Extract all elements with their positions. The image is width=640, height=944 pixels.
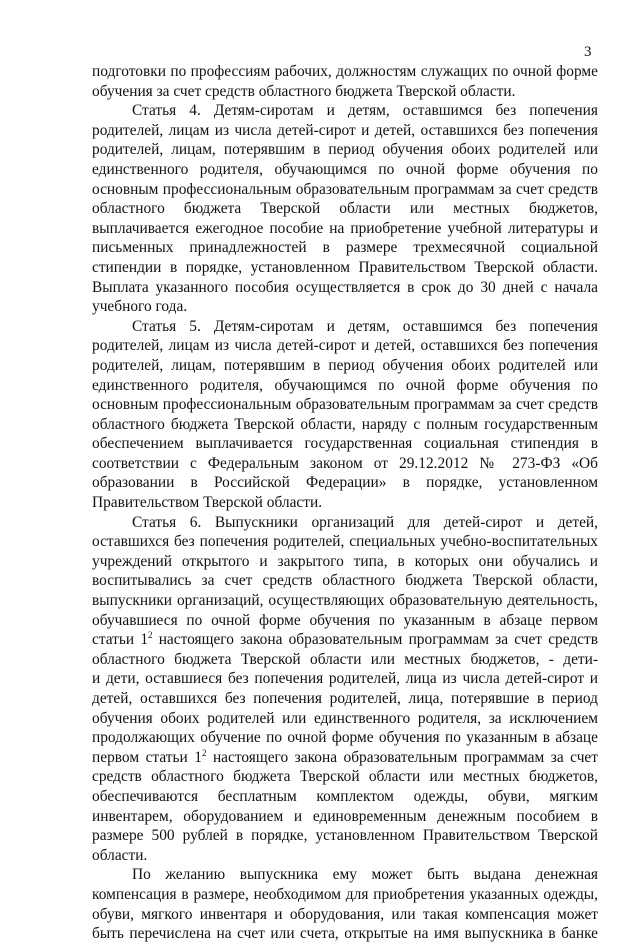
text-line — [92, 571, 598, 591]
text-line — [92, 395, 598, 415]
text-line-content: письменных принадлежностей в размере трехмесячной социальной — [92, 239, 598, 257]
text-line-content: обеспечиваются бесплатным комплектом одежды, обуви, мягким — [92, 787, 598, 805]
text-line-content: учреждений открытого и закрытого типа, в которых они обучались и — [92, 552, 598, 570]
text-line-content: обучения обоих родителей или единственного родителя, за исключением — [92, 709, 598, 727]
text-line-content: статьи 1 — [92, 631, 149, 649]
text-line-content: родителей, лицам, потерявшим в период обучения обоих родителей или — [92, 356, 598, 374]
text-line-content: соответствии с Федеральным законом от 29.12.2012 № 273-ФЗ «Об — [92, 454, 598, 472]
text-line — [92, 767, 598, 787]
text-line — [92, 865, 598, 885]
text-line — [92, 473, 598, 493]
text-line-content: основным профессиональным образовательным программам за счет средств — [92, 180, 598, 198]
text-line-content: размере 500 рублей в порядке, установленном Правительством Тверской — [92, 827, 598, 845]
text-line — [92, 591, 598, 611]
text-line — [92, 532, 598, 552]
text-line — [92, 82, 598, 102]
text-line — [92, 297, 598, 317]
text-line — [92, 846, 598, 866]
text-line-content: родителей, лицам из числа детей-сирот и детей, оставшихся без попечения — [92, 121, 598, 139]
text-line — [92, 513, 598, 533]
text-line — [92, 219, 598, 239]
text-line-content: обучавшиеся по очной форме обучения по указанным в абзаце первом — [92, 611, 598, 629]
text-line-content: и дети, оставшиеся без попечения родителей, лица из числа детей-сирот и — [92, 670, 598, 688]
text-line-continuation: настоящего закона образовательным программам за счет средств — [152, 631, 598, 649]
text-line — [92, 493, 598, 513]
text-line — [92, 787, 598, 807]
page-number: 3 — [584, 44, 592, 60]
text-line — [92, 807, 598, 827]
text-line-content: стипендии в порядке, установленном Правительством Тверской области. — [92, 258, 598, 276]
text-line-content: оставшихся без попечения родителей, специальных учебно-воспитательных — [92, 533, 598, 551]
text-line-content: основным профессиональным образовательным программам за счет средств — [92, 396, 598, 414]
superscript-number: 2 — [148, 630, 153, 641]
text-line — [92, 336, 598, 356]
text-line-continuation: настоящего закона образовательным программам за счет — [206, 748, 598, 766]
text-line — [92, 356, 598, 376]
superscript-number: 2 — [201, 747, 207, 758]
text-line-content: образовании в Российской Федерации» в порядке, установленном — [92, 474, 598, 492]
text-line-content: средств областного бюджета Тверской области или местных бюджетов, — [92, 768, 598, 786]
text-line-content: воспитывались за счет средств областного бюджета Тверской области, — [92, 572, 598, 590]
text-line — [92, 376, 598, 396]
text-line-content: единственного родителя, обучающимся по очной форме обучения по — [92, 376, 598, 394]
text-line — [92, 62, 598, 82]
text-line-content: Выплата указанного пособия осуществляется в срок до 30 дней с начала — [92, 278, 598, 296]
text-line-content: быть перечислена на счет или счета, открытые на имя выпускника в банке — [92, 925, 598, 943]
text-line — [92, 748, 598, 768]
text-line-content: первом статьи 1 — [92, 748, 202, 766]
text-line-content: обеспечением выплачивается государственная социальная стипендия в — [92, 435, 598, 453]
text-line-content: выпускники организаций, осуществляющих образовательную деятельность, — [92, 592, 598, 610]
text-line — [92, 160, 598, 180]
text-line — [92, 924, 598, 944]
text-line-content: детей, оставшихся без попечения родителей, лица, потерявшие в период — [92, 690, 598, 707]
text-line — [92, 317, 598, 337]
text-line — [92, 611, 598, 631]
text-line-content: инвентарем, оборудованием и единовременным денежным пособием в — [92, 807, 598, 825]
text-line — [92, 728, 598, 748]
text-line — [92, 238, 598, 258]
text-line-content: областного бюджета Тверской области или местных бюджетов, - дети- — [92, 650, 598, 668]
text-line-content: Правительством Тверской области. — [92, 494, 323, 512]
text-line — [92, 180, 598, 200]
text-line — [92, 689, 598, 709]
text-line — [92, 278, 598, 298]
text-line — [92, 434, 598, 454]
text-line-content: единственного родителя, обучающимся по очной форме обучения по — [92, 160, 598, 178]
text-line-content: Статья 4. Детям-сиротам и детям, оставшимся без попечения — [132, 102, 598, 120]
text-line-content: продолжающих обучение по очной форме обучения по указанным в абзаце — [92, 729, 598, 747]
text-line — [92, 669, 598, 689]
text-line-content: областного бюджета Тверской области, наряду с полным государственным — [92, 415, 598, 433]
text-line — [92, 121, 598, 141]
text-line-content: учебного года. — [92, 298, 188, 316]
text-line — [92, 885, 598, 905]
text-line — [92, 454, 598, 474]
text-line — [92, 415, 598, 435]
text-line — [92, 552, 598, 572]
text-line-content: компенсация в размере, необходимом для приобретения указанных одежды, — [92, 885, 598, 903]
text-line — [92, 258, 598, 278]
text-line — [92, 826, 598, 846]
text-line-content: Статья 5. Детям-сиротам и детям, оставшимся без попечения — [132, 317, 598, 335]
text-line — [92, 101, 598, 121]
text-line-content: областного бюджета Тверской области или местных бюджетов, — [92, 200, 598, 218]
text-line-content: родителей, лицам, потерявшим в период обучения обоих родителей или — [92, 141, 598, 159]
text-line — [92, 905, 598, 925]
text-line-content: области. — [92, 846, 148, 864]
document-body — [92, 62, 598, 944]
text-line — [92, 709, 598, 729]
text-line-content: обуви, мягкого инвентаря и оборудования, или такая компенсация может — [92, 905, 598, 923]
text-line — [92, 140, 598, 160]
text-line — [92, 199, 598, 219]
text-line-content: подготовки по профессиям рабочих, должностям служащих по очной форме — [92, 63, 598, 80]
text-line-content: Статья 6. Выпускники организаций для детей-сирот и детей, — [132, 513, 598, 531]
text-line — [92, 630, 598, 650]
text-line-content: родителей, лицам из числа детей-сирот и детей, оставшихся без попечения — [92, 337, 598, 355]
text-line-content: обучения за счет средств областного бюджета Тверской области. — [92, 82, 516, 100]
text-line-content: По желанию выпускника ему может быть выдана денежная — [132, 866, 598, 884]
text-line — [92, 650, 598, 670]
text-line-content: выплачивается ежегодное пособие на приобретение учебной литературы и — [92, 219, 598, 237]
